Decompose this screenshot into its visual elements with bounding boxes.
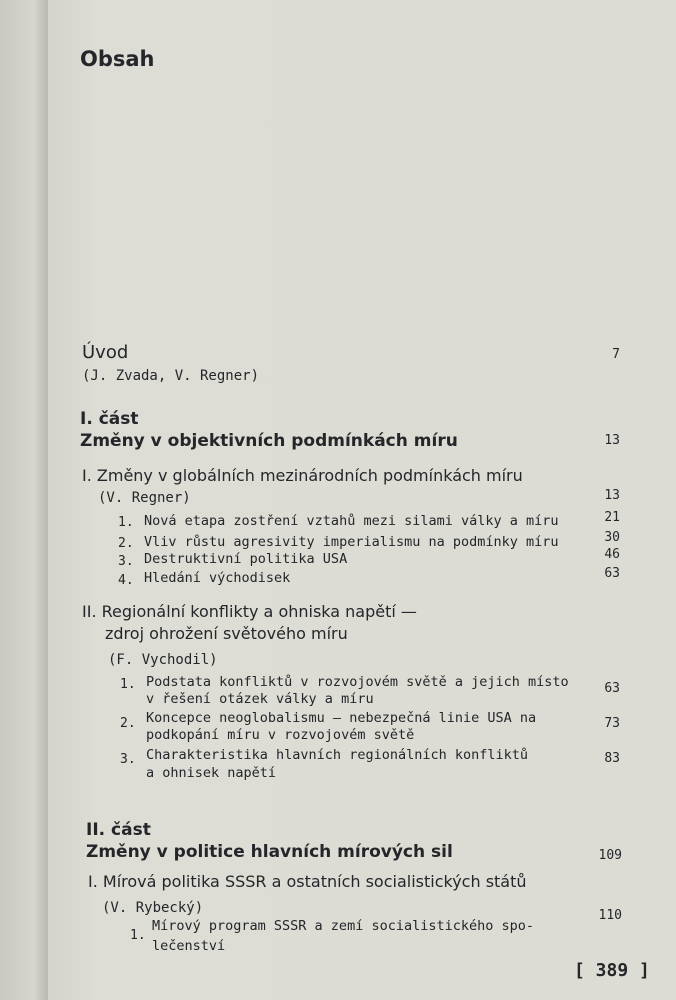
p1-chapter2-author: (F. Vychodil)	[108, 652, 218, 668]
toc-item-number: 1.	[120, 677, 136, 692]
toc-item-text: Destruktivní politika USA	[144, 551, 348, 567]
p1-chapter1-title: I. Změny v globálních mezinárodních podmínkách míru	[82, 466, 523, 485]
p1-chapter1-page: 13	[604, 488, 620, 503]
toc-item-page: 46	[604, 547, 620, 562]
p2-chapter1-page: 109	[598, 848, 622, 863]
toc-item-page: 30	[604, 530, 620, 545]
toc-item-text: a ohnisek napětí	[146, 765, 277, 781]
toc-item-page: 110	[598, 908, 622, 923]
toc-item-page: 63	[604, 681, 620, 696]
intro-title: Úvod	[82, 342, 129, 363]
toc-item-page: 21	[604, 510, 620, 525]
toc-item-text: v řešení otázek války a míru	[146, 691, 374, 707]
toc-item-number: 3.	[118, 554, 134, 569]
toc-item-text: Nová etapa zostření vztahů mezi silami války a míru	[144, 513, 559, 529]
part1-label: I. část	[80, 409, 139, 429]
p1-chapter2-title-line1: II. Regionální konflikty a ohniska napětí —	[82, 602, 417, 621]
toc-item-number: 1.	[118, 515, 134, 530]
toc-item-text: Podstata konfliktů v rozvojovém světě a jejich místo	[146, 674, 569, 690]
toc-item-page: 83	[604, 751, 620, 766]
p1-chapter1-author: (V. Regner)	[98, 490, 191, 506]
toc-item-number: 4.	[118, 573, 134, 588]
toc-item-number: 1.	[130, 928, 146, 943]
page-heading: Obsah	[80, 47, 155, 71]
intro-page: 7	[612, 347, 620, 362]
toc-item-text: Vliv růstu agresivity imperialismu na podmínky míru	[144, 534, 559, 550]
toc-item-number: 2.	[120, 716, 136, 731]
book-gutter	[0, 0, 48, 1000]
toc-item-text: Charakteristika hlavních regionálních konfliktů	[146, 747, 529, 763]
toc-item-text: Mírový program SSSR a zemí socialistického spo-	[152, 918, 535, 934]
toc-item-page: 73	[604, 716, 620, 731]
toc-item-text: Hledání východisek	[144, 570, 291, 586]
toc-item-number: 2.	[118, 536, 134, 551]
toc-item-number: 3.	[120, 752, 136, 767]
page-number: [ 389 ]	[574, 960, 650, 981]
p2-chapter1-title: I. Mírová politika SSSR a ostatních socialistických států	[88, 872, 527, 891]
part1-page: 13	[604, 433, 620, 448]
p2-chapter1-author: (V. Rybecký)	[102, 900, 204, 916]
p1-chapter2-title-line2: zdroj ohrožení světového míru	[105, 624, 348, 643]
toc-item-text: podkopání míru v rozvojovém světě	[146, 727, 415, 743]
part1-title: Změny v objektivních podmínkách míru	[80, 431, 458, 451]
toc-item-text: lečenství	[152, 938, 226, 954]
toc-item-page: 63	[604, 566, 620, 581]
toc-item-text: Koncepce neoglobalismu — nebezpečná linie USA na	[146, 710, 537, 726]
intro-authors: (J. Zvada, V. Regner)	[82, 368, 260, 384]
part2-title: Změny v politice hlavních mírových sil	[86, 842, 453, 862]
part2-label: II. část	[86, 820, 151, 840]
